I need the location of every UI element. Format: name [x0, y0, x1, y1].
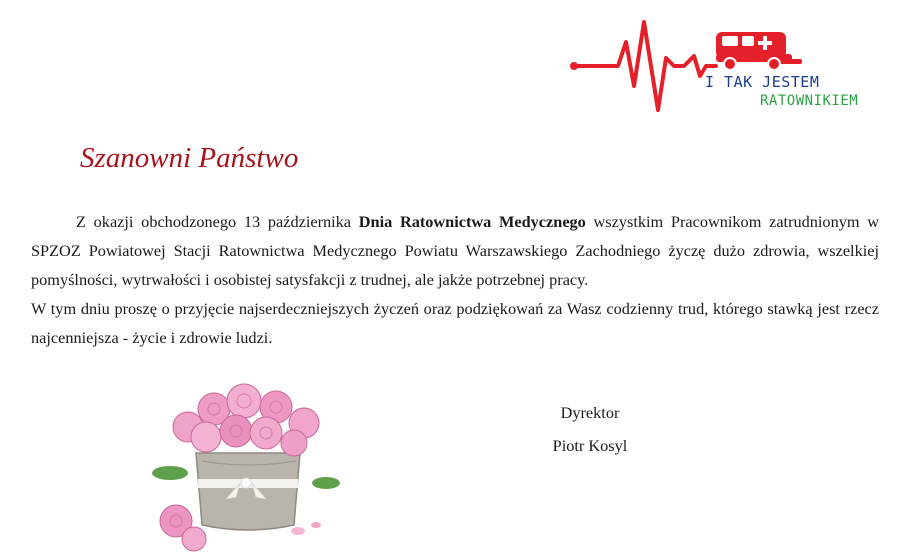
letter-paragraph-2: W tym dniu proszę o przyjęcie najserdeczniejszych życzeń oraz podziękowań za Wasz codzienny trud, którego stawką jest rzecz najcenniejsza - życie i zdrowie ludzi.: [31, 299, 879, 347]
logo-text-line1: I TAK JESTEM: [705, 73, 820, 91]
letter-body: [31, 207, 879, 352]
letter-paragraph-1: [31, 207, 879, 294]
signature-block: [520, 396, 660, 462]
signature-name: Piotr Kosyl: [552, 436, 628, 455]
logo-text-line2: RATOWNIKIEM: [760, 93, 859, 109]
flower-pot-icon: [148, 375, 348, 555]
p1-text-after: wszystkim Pracownikom zatrudnionym w SPZOZ Powiatowej Stacji Ratownictwa Medycznego Powiatu Warszawskiego Zachodniego życzę dużo zdrowia, wszelkiej pomyślności, wytrwałości i osobistej satysfakcji z trudnej, ale jakże potrzebnej pracy.: [31, 212, 880, 289]
signature-title: Dyrektor: [560, 403, 620, 422]
greeting-heading: Szanowni Państwo: [80, 142, 299, 174]
logo: [566, 14, 866, 114]
p1-bold-text: Dnia Ratownictwa Medycznego: [358, 212, 586, 231]
p1-text-before: Z okazji obchodzonego 13 października: [76, 212, 359, 231]
flower-bouquet-image: [148, 375, 348, 555]
